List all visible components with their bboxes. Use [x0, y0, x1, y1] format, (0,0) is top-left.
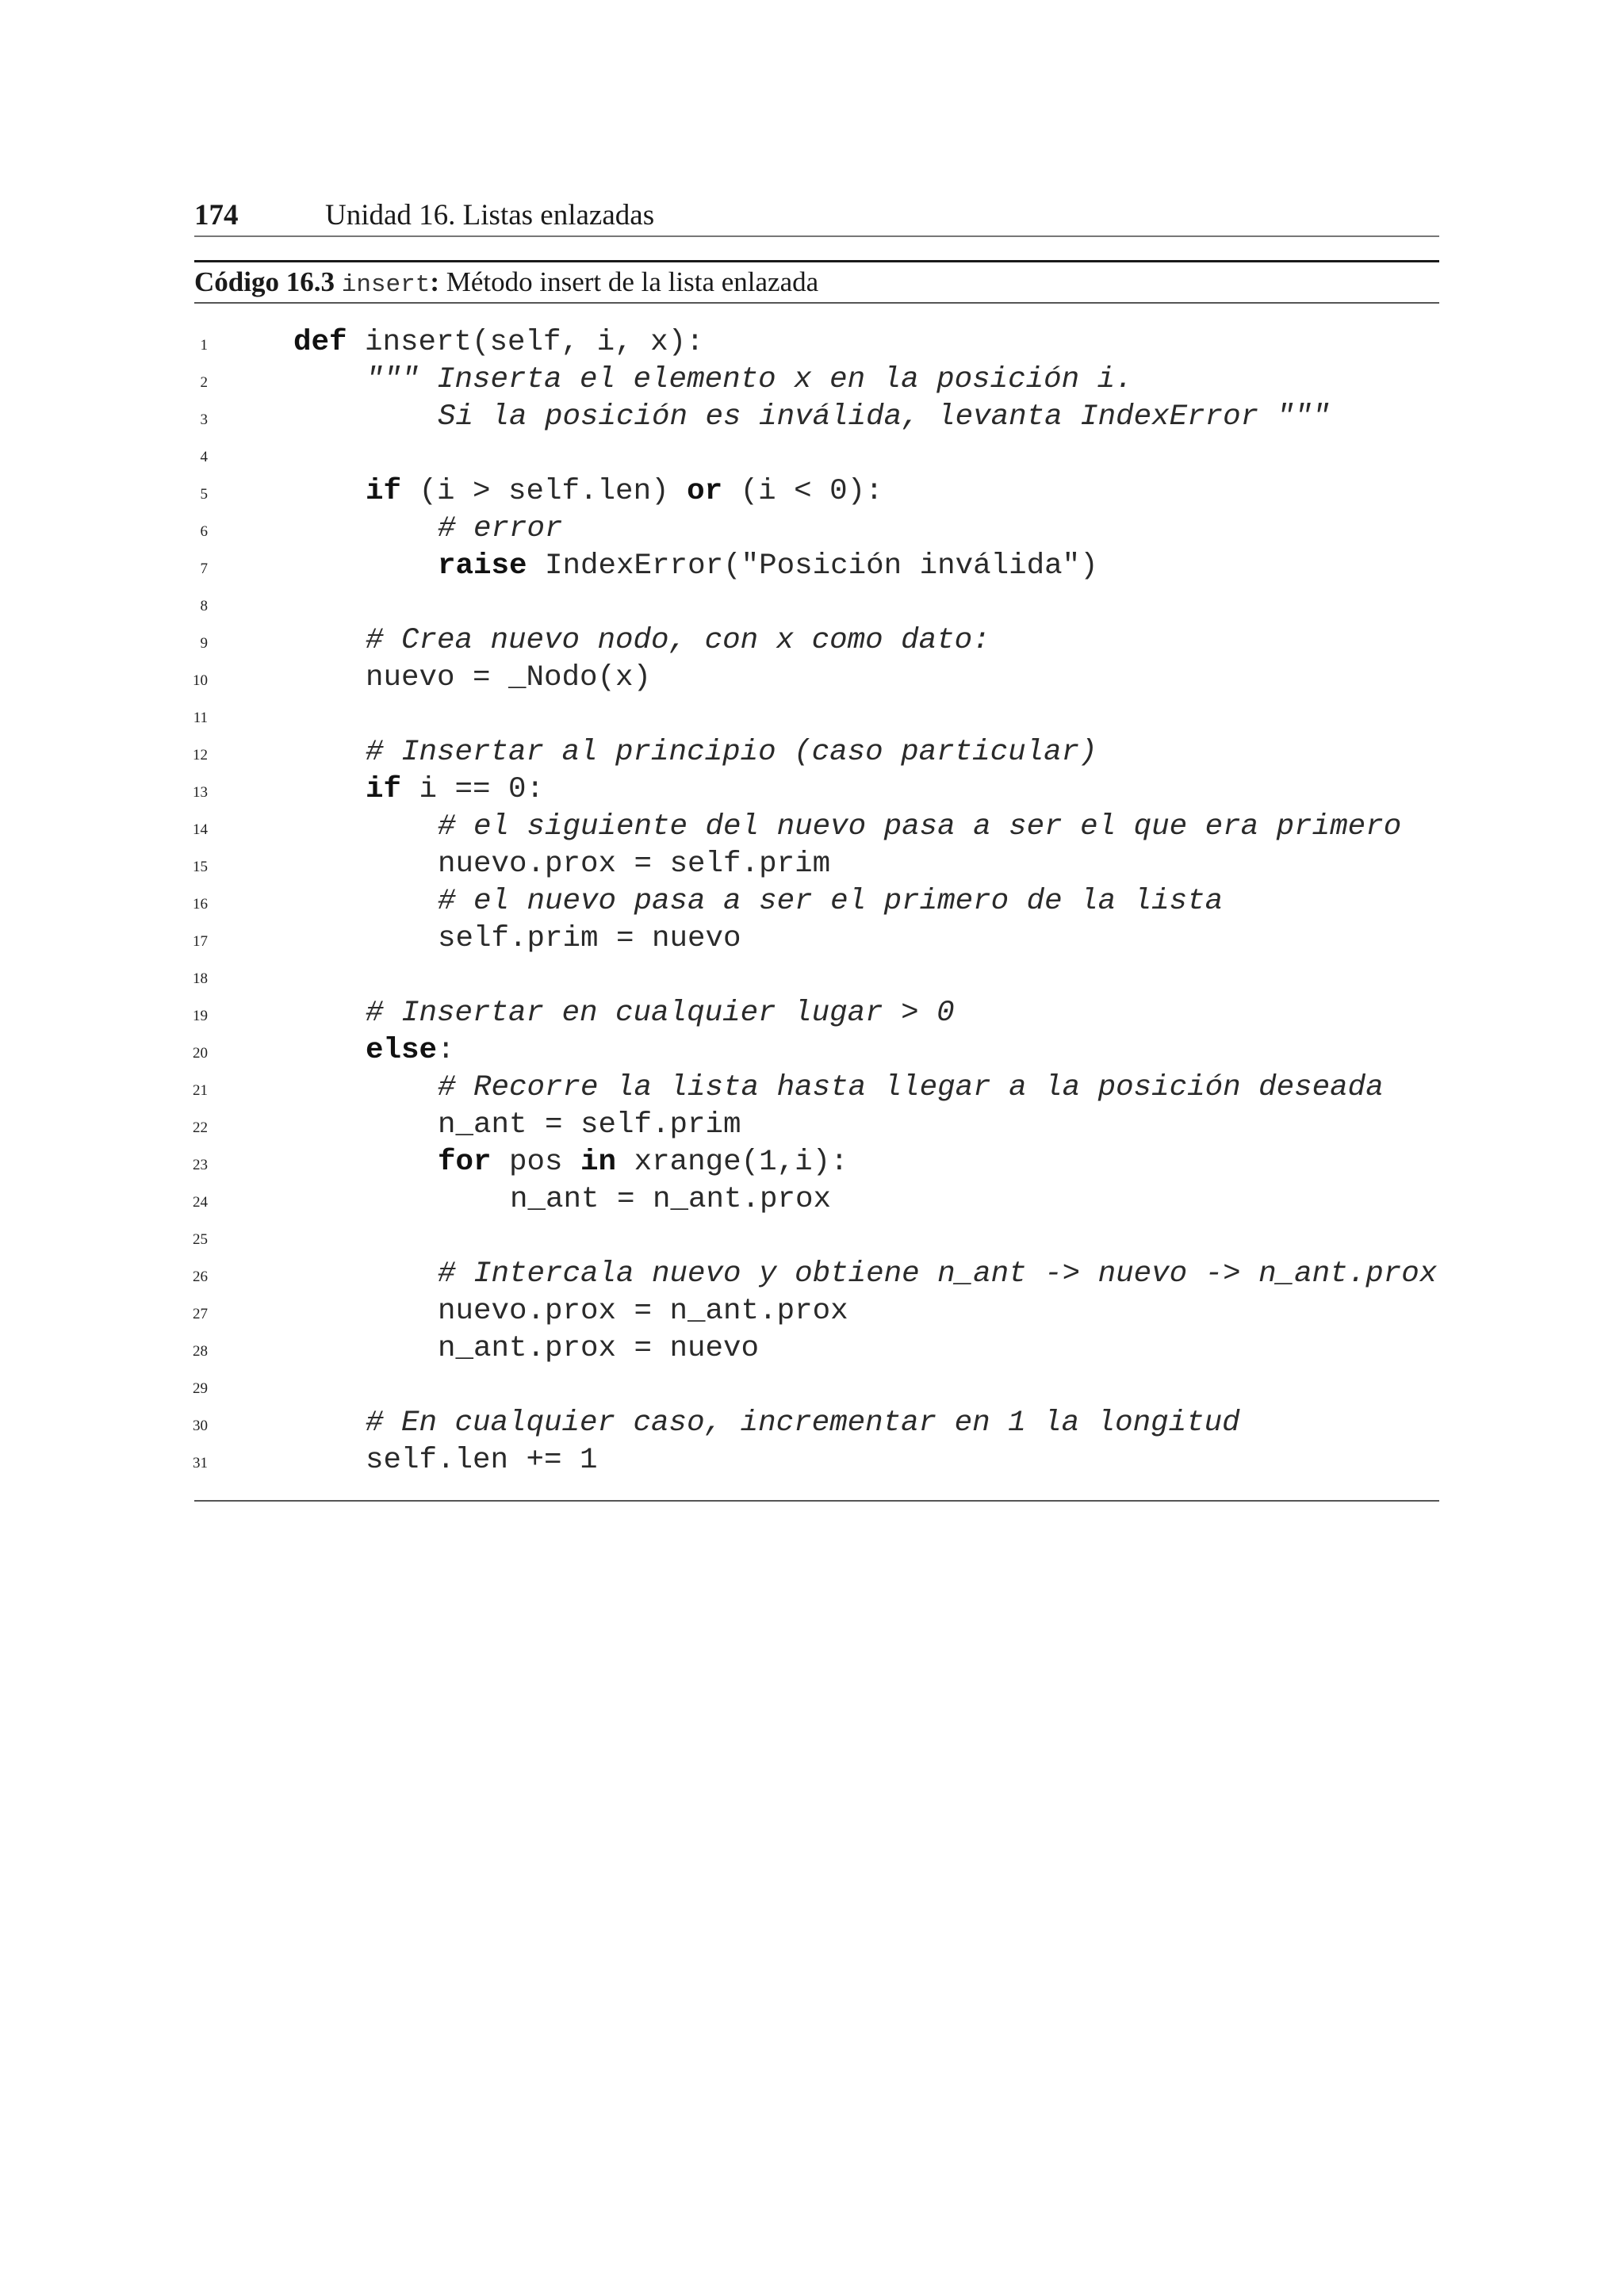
code-line	[0, 920, 1624, 958]
line-number: 6	[200, 523, 208, 540]
listing-end-rule	[194, 1500, 1439, 1502]
code-text	[366, 1442, 598, 1479]
page-number: 174	[194, 199, 239, 232]
code-token: nuevo = _Nodo(x)	[366, 661, 652, 695]
line-number: 21	[193, 1082, 208, 1099]
code-line	[0, 958, 1624, 995]
code-text	[438, 399, 1330, 436]
code-text	[438, 1070, 1384, 1107]
code-token: nuevo.prox = self.prim	[438, 848, 831, 881]
line-number: 17	[193, 933, 208, 950]
line-number: 16	[193, 896, 208, 913]
caption-top-rule	[194, 260, 1439, 262]
code-line	[0, 660, 1624, 697]
code-text	[438, 1293, 848, 1330]
code-text	[366, 771, 544, 809]
code-text	[366, 1405, 1240, 1442]
code-comment: # el nuevo pasa a ser el primero de la lista	[438, 885, 1224, 918]
line-number: 9	[200, 635, 208, 652]
code-comment: """ Inserta el elemento x en la posición i.	[366, 363, 1133, 396]
code-line	[0, 1330, 1624, 1368]
code-text	[438, 1107, 741, 1144]
code-text	[438, 548, 1098, 585]
code-line	[0, 473, 1624, 511]
line-number: 23	[193, 1157, 208, 1173]
code-line	[0, 622, 1624, 660]
code-line	[0, 399, 1624, 436]
code-text	[366, 1032, 455, 1070]
line-number: 25	[193, 1231, 208, 1248]
code-line	[0, 1256, 1624, 1293]
code-line	[0, 585, 1624, 622]
code-comment: # En cualquier caso, incrementar en 1 la longitud	[366, 1406, 1240, 1440]
code-keyword: if	[366, 475, 402, 508]
line-number: 15	[193, 859, 208, 875]
line-number: 13	[193, 784, 208, 801]
line-number: 14	[193, 821, 208, 838]
code-comment: # Intercala nuevo y obtiene n_ant -> nuevo -> n_ant.prox	[438, 1257, 1438, 1291]
code-token: xrange(1,i):	[616, 1146, 848, 1179]
code-token: n_ant.prox = nuevo	[438, 1332, 760, 1365]
code-text	[293, 324, 704, 362]
code-token: n_ant = self.prim	[438, 1108, 741, 1142]
code-line	[0, 809, 1624, 846]
code-line	[0, 1405, 1624, 1442]
line-number: 8	[200, 598, 208, 614]
line-number: 19	[193, 1008, 208, 1024]
code-token: nuevo.prox = n_ant.prox	[438, 1295, 848, 1328]
code-line	[0, 1368, 1624, 1405]
code-line	[0, 1107, 1624, 1144]
line-number: 18	[193, 970, 208, 987]
code-line	[0, 697, 1624, 734]
code-line	[0, 883, 1624, 920]
line-number: 24	[193, 1194, 208, 1211]
code-text	[366, 473, 883, 511]
code-keyword: in	[580, 1146, 617, 1179]
code-keyword: else	[366, 1034, 438, 1067]
code-line	[0, 1181, 1624, 1219]
code-text	[366, 622, 990, 660]
line-number: 28	[193, 1343, 208, 1360]
code-line	[0, 846, 1624, 883]
line-number: 7	[200, 561, 208, 577]
caption-colon: :	[430, 266, 439, 297]
line-number: 11	[193, 710, 208, 726]
code-line	[0, 1144, 1624, 1181]
code-line	[0, 771, 1624, 809]
code-line	[0, 1442, 1624, 1479]
line-number: 29	[193, 1380, 208, 1397]
code-token: IndexError("Posición inválida")	[527, 549, 1098, 583]
code-comment: # Insertar en cualquier lugar > 0	[366, 997, 955, 1030]
line-number: 26	[193, 1269, 208, 1285]
code-text	[366, 362, 1133, 399]
code-text	[438, 511, 563, 548]
code-text	[510, 1181, 831, 1219]
code-line	[0, 1032, 1624, 1070]
code-line	[0, 1219, 1624, 1256]
code-token: (i > self.len)	[401, 475, 688, 508]
code-text	[438, 883, 1223, 920]
code-text	[438, 846, 830, 883]
chapter-title: Unidad 16. Listas enlazadas	[325, 199, 655, 232]
line-number: 3	[200, 411, 208, 428]
code-token: pos	[491, 1146, 581, 1179]
code-comment: # Crea nuevo nodo, con x como dato:	[366, 624, 990, 657]
line-number: 5	[200, 486, 208, 503]
code-comment: # el siguiente del nuevo pasa a ser el que era primero	[438, 810, 1402, 844]
code-line	[0, 1293, 1624, 1330]
code-comment: # Recorre la lista hasta llegar a la posición deseada	[438, 1071, 1384, 1104]
code-text	[438, 1256, 1437, 1293]
code-comment: # error	[438, 512, 563, 545]
code-token: i == 0:	[401, 773, 545, 806]
caption-description: Método insert de la lista enlazada	[439, 266, 819, 297]
line-number: 30	[193, 1418, 208, 1434]
code-caption	[194, 265, 818, 303]
code-line	[0, 734, 1624, 771]
line-number: 27	[193, 1306, 208, 1322]
code-line	[0, 362, 1624, 399]
code-token: (i < 0):	[722, 475, 883, 508]
code-line	[0, 548, 1624, 585]
code-text	[366, 660, 651, 697]
line-number: 12	[193, 747, 208, 763]
code-token: self.len += 1	[366, 1444, 598, 1477]
code-keyword: raise	[438, 549, 527, 583]
code-comment: # Insertar al principio (caso particular)	[366, 736, 1097, 769]
code-keyword: for	[438, 1146, 492, 1179]
line-number: 4	[200, 449, 208, 465]
code-line	[0, 995, 1624, 1032]
code-text	[438, 809, 1401, 846]
line-number: 10	[193, 672, 208, 689]
code-keyword: or	[687, 475, 723, 508]
code-text	[366, 995, 955, 1032]
code-text	[438, 920, 741, 958]
code-line	[0, 511, 1624, 548]
code-line	[0, 1070, 1624, 1107]
header-rule	[194, 235, 1439, 237]
line-number: 20	[193, 1045, 208, 1062]
code-text	[366, 734, 1097, 771]
code-token: insert(self, i, x):	[347, 326, 704, 359]
code-text	[438, 1330, 759, 1368]
code-keyword: if	[366, 773, 402, 806]
caption-function-name: insert	[341, 271, 431, 299]
code-listing	[0, 324, 1624, 1479]
code-text	[438, 1144, 848, 1181]
code-token: self.prim = nuevo	[438, 922, 741, 955]
line-number: 2	[200, 374, 208, 391]
code-token: :	[437, 1034, 455, 1067]
line-number: 1	[200, 337, 208, 354]
line-number: 31	[193, 1455, 208, 1471]
code-comment: Si la posición es inválida, levanta IndexError """	[438, 400, 1331, 434]
caption-bottom-rule	[194, 302, 1439, 304]
code-token: n_ant = n_ant.prox	[510, 1183, 832, 1216]
code-line	[0, 436, 1624, 473]
code-keyword: def	[293, 326, 347, 359]
line-number: 22	[193, 1119, 208, 1136]
code-line	[0, 324, 1624, 362]
caption-label: Código 16.3	[194, 266, 335, 297]
